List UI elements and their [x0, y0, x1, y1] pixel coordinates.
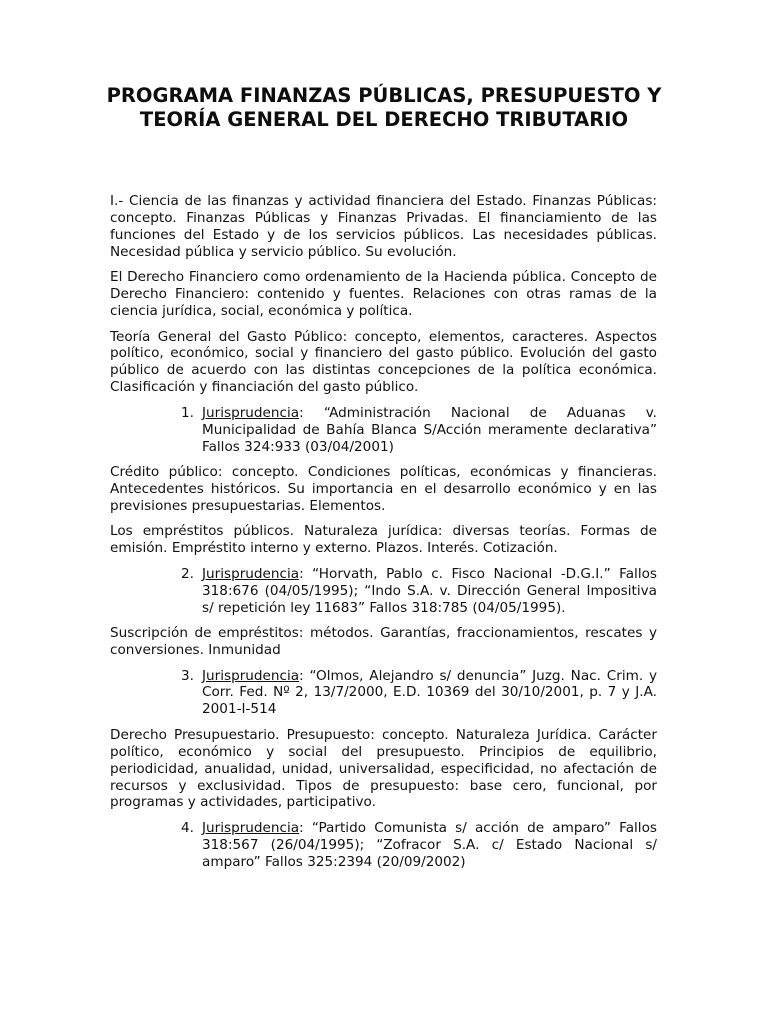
jurisprudencia-text — [202, 566, 657, 617]
jurisprudencia-label: Jurisprudencia — [202, 404, 300, 421]
jurisprudencia-citation: : “Administración Nacional de Aduanas v. Municipalidad de Bahía Blanca S/Acción meramente declarativa” Fallos 324:933 (03/04/2001) — [202, 404, 657, 455]
paragraph-gasto-publico: Teoría General del Gasto Público: concepto, elementos, caracteres. Aspectos político, económico, social y financiero del gasto público. Evolución del gasto público de acuerdo con las distintas concepciones de la política económica. Clasificación y financiación del gasto público. — [110, 328, 657, 396]
jurisprudencia-item — [110, 668, 657, 719]
jurisprudencia-citation: : “Horvath, Pablo c. Fisco Nacional -D.G.I.” Fallos 318:676 (04/05/1995); “Indo S.A. v. Dirección General Impositiva s/ repetición ley 11683” Fallos 318:785 (04/05/1995). — [202, 565, 657, 616]
list-number: 3. — [181, 667, 194, 684]
document-title: PROGRAMA FINANZAS PÚBLICAS, PRESUPUESTO Y TEORÍA GENERAL DEL DERECHO TRIBUTARIO — [106, 84, 662, 131]
jurisprudencia-item — [110, 405, 657, 456]
list-number: 4. — [181, 819, 194, 836]
jurisprudencia-text — [202, 820, 657, 871]
jurisprudencia-item — [110, 566, 657, 617]
jurisprudencia-label: Jurisprudencia — [202, 819, 300, 836]
paragraph-credito-publico: Crédito público: concepto. Condiciones políticas, económicas y financieras. Antecedentes históricos. Su importancia en el desarrollo económico y en las previsiones presupuestarias. Elementos. — [110, 464, 657, 514]
jurisprudencia-text — [202, 405, 657, 456]
jurisprudencia-citation: : “Partido Comunista s/ acción de amparo” Fallos 318:567 (26/04/1995); “Zofracor S.A. c/ Estado Nacional s/ amparo” Fallos 325:2394 (20/09/2002) — [202, 819, 657, 870]
paragraph-derecho-financiero: El Derecho Financiero como ordenamiento de la Hacienda pública. Concepto de Derecho Financiero: contenido y fuentes. Relaciones con otras ramas de la ciencia jurídica, social, económica y política. — [110, 269, 657, 320]
list-number: 1. — [181, 404, 194, 421]
jurisprudencia-text — [202, 668, 657, 719]
jurisprudencia-citation: : “Olmos, Alejandro s/ denuncia” Juzg. Nac. Crim. y Corr. Fed. Nº 2, 13/7/2000, E.D. 10369 del 30/10/2001, p. 7 y J.A. 2001-I-514 — [202, 667, 657, 718]
document-body — [110, 193, 657, 879]
jurisprudencia-label: Jurisprudencia — [202, 667, 300, 684]
paragraph-emprestitos: Los empréstitos públicos. Naturaleza jurídica: diversas teorías. Formas de emisión. Empréstito interno y externo. Plazos. Interés. Cotización. — [110, 523, 657, 557]
jurisprudencia-item — [110, 820, 657, 871]
list-number: 2. — [181, 565, 194, 582]
paragraph-suscripcion: Suscripción de empréstitos: métodos. Garantías, fraccionamientos, rescates y conversiones. Inmunidad — [110, 625, 657, 658]
jurisprudencia-label: Jurisprudencia — [202, 565, 300, 582]
paragraph-ciencia-finanzas: I.- Ciencia de las finanzas y actividad financiera del Estado. Finanzas Públicas: concepto. Finanzas Públicas y Finanzas Privadas. El financiamiento de las funciones del Estado y de los servicios públicos. Las necesidades públicas. Necesidad pública y servicio público. Su evolución. — [110, 193, 657, 260]
paragraph-derecho-presupuestario: Derecho Presupuestario. Presupuesto: concepto. Naturaleza Jurídica. Carácter político, económico y social del presupuesto. Principios de equilibrio, periodicidad, anualidad, unidad, universalidad, especificidad, no afectación de recursos y exclusividad. Tipos de presupuesto: base cero, funcional, por programas y actividades, participativo. — [110, 726, 657, 811]
